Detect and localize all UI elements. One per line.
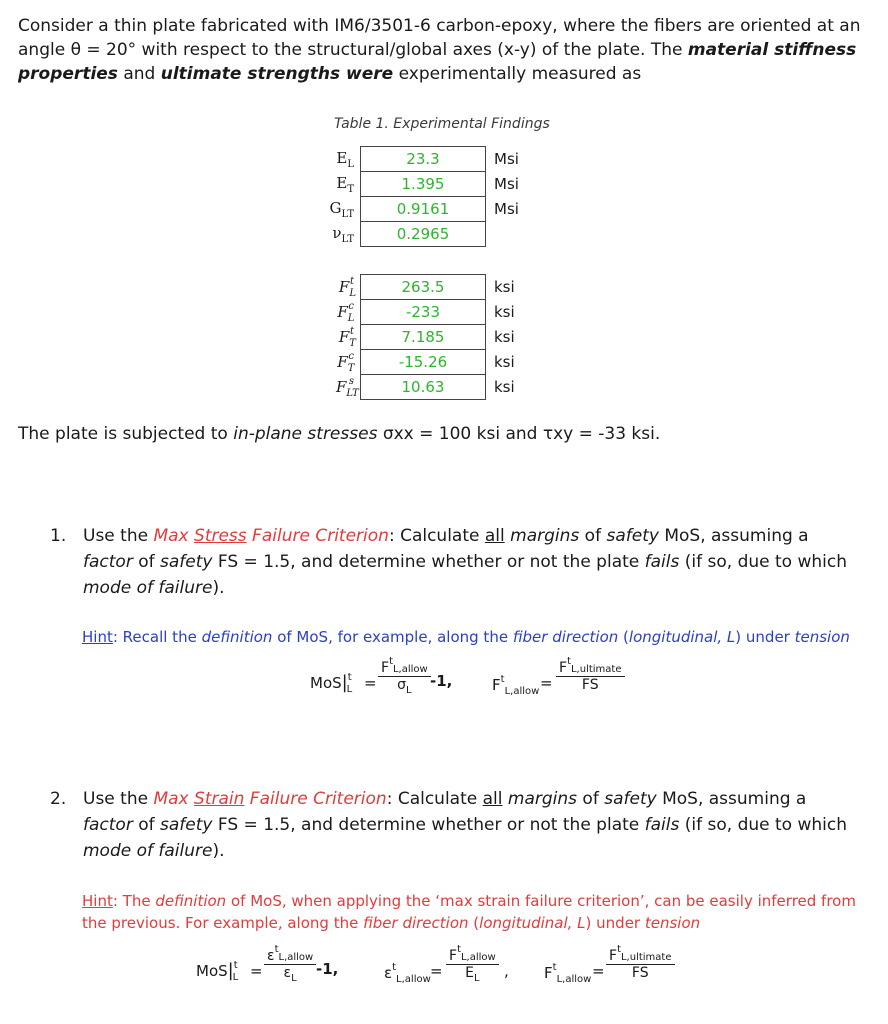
question-1: [50, 523, 850, 603]
equals-sign: =: [430, 962, 443, 980]
mos-symbol: $MoS|^t_L$: [196, 960, 239, 983]
criterion-name: Max: [153, 789, 195, 809]
criterion-name: Max: [153, 526, 195, 546]
fraction-ultimate-over-fs: $F^tL,ultimate$ FS: [556, 656, 625, 693]
q-emph: mode of failure: [83, 578, 213, 598]
table-row: [320, 325, 515, 350]
hint-emph: definition: [155, 892, 227, 910]
unit-cell: ksi: [486, 350, 515, 375]
q-text: of: [579, 526, 607, 546]
equals-sign: =: [540, 674, 553, 692]
unit-cell: Msi: [486, 172, 519, 197]
stress-text: The plate is subjected to: [18, 424, 234, 444]
equals-sign: =: [250, 962, 263, 980]
table-row: [320, 147, 519, 172]
table-caption: Table 1. Experimental Findings: [334, 116, 550, 132]
hint-label: Hint: [82, 892, 113, 910]
symbol-EL: $E_L$: [336, 148, 354, 170]
q-text: ).: [212, 841, 225, 861]
hint-text: of MoS, when applying the ‘max strain failure criterion’, can be easily inferred from the previous. For example, along the: [82, 892, 856, 932]
value-cell: 0.9161: [361, 197, 486, 222]
stress-emph: in-plane stresses: [233, 424, 378, 444]
hint-emph: fiber direction: [363, 914, 469, 932]
q-emph: safety: [160, 552, 213, 572]
symbol-FLt: $F_L^t$: [338, 275, 356, 299]
value-cell: -233: [361, 300, 486, 325]
q-text: ).: [212, 578, 225, 598]
symbol-GLT: $G_{LT}$: [329, 198, 354, 220]
table-row: [320, 275, 515, 300]
q-emph: factor: [83, 815, 133, 835]
hint-emph: longitudinal, L: [479, 914, 586, 932]
table-row: [320, 222, 519, 247]
q-emph: fails: [644, 552, 680, 572]
intro-text: Consider a thin plate fabricated with IM6/3501-6 carbon-epoxy, where the fibers are oriented at an angle θ = 20° with respect to the structural/global axes (x-y) of the plate. The: [18, 16, 861, 60]
q-text: of: [132, 552, 161, 572]
intro-emph-stiffness: material stiffness properties: [18, 40, 857, 84]
q-emph: safety: [604, 789, 657, 809]
mos-symbol: $MoS|^t_L$: [310, 672, 353, 695]
symbol-FLc: $F_L^c$: [337, 300, 355, 324]
q-text: Use the: [83, 526, 154, 546]
hint-emph: tension: [644, 914, 701, 932]
f-allow-symbol: $F^t_{L,allow}$: [544, 962, 592, 985]
q-text: FS = 1.5, and determine whether or not the plate: [212, 815, 645, 835]
question-text: [83, 523, 848, 601]
unit-cell: Msi: [486, 197, 519, 222]
mos-label: MoS: [310, 674, 342, 692]
criterion-name: Strain: [194, 789, 245, 809]
table-row: [320, 197, 519, 222]
q-text: Use the: [83, 789, 154, 809]
hint-text: ) under: [585, 914, 645, 932]
q-emph: safety: [606, 526, 659, 546]
q-emph: factor: [83, 552, 133, 572]
fraction-ultimate-over-fs: $F^tL,ultimate$ FS: [606, 944, 675, 981]
hint-text: of MoS, for example, along the: [272, 628, 513, 646]
fraction-allow-over-sigma: $F^tL,allow$ $\sigma_L$: [378, 656, 431, 696]
unit-cell: ksi: [486, 325, 515, 350]
intro-text: experimentally measured as: [393, 64, 642, 84]
table-row: [320, 350, 515, 375]
q-emph: safety: [160, 815, 213, 835]
f-allow-symbol: $F^t_{L,allow}$: [492, 674, 540, 697]
q-text: MoS, assuming a: [658, 526, 809, 546]
symbol-FTc: $F_T^c$: [337, 350, 355, 374]
hint-text: : Recall the: [112, 628, 202, 646]
q-emph: mode of failure: [83, 841, 213, 861]
minus-one: -1,: [430, 672, 453, 690]
hint-emph: fiber direction: [512, 628, 619, 646]
comma: ,: [504, 962, 509, 980]
hint-1: [82, 628, 862, 646]
question-number: 2.: [50, 789, 67, 809]
table-row: [320, 300, 515, 325]
q-text: of: [132, 815, 161, 835]
table-row: [320, 375, 515, 400]
question-text: [83, 786, 848, 864]
q-emph: margins: [502, 789, 578, 809]
criterion-name: Failure Criterion: [246, 526, 389, 546]
symbol-FTt: $F_T^t$: [338, 325, 356, 349]
table-row: [320, 172, 519, 197]
q-text: of: [577, 789, 605, 809]
value-cell: 7.185: [361, 325, 486, 350]
symbol-ET: $E_T$: [336, 173, 354, 195]
equals-sign: =: [592, 962, 605, 980]
symbol-FLTs: $F_{LT}^s$: [335, 375, 359, 399]
unit-cell: ksi: [486, 275, 515, 300]
hint-emph: definition: [201, 628, 273, 646]
intro-text: and: [117, 64, 161, 84]
fraction-eps-allow-over-eps: $\varepsilon^tL,allow$ $\varepsilon_L$: [264, 944, 316, 984]
hint-emph: longitudinal, L: [628, 628, 736, 646]
q-text: : Calculate: [388, 526, 485, 546]
q-text: MoS, assuming a: [656, 789, 807, 809]
value-cell: 0.2965: [361, 222, 486, 247]
unit-cell: [486, 222, 519, 247]
q-text: (if so, due to which: [679, 552, 847, 572]
stiffness-table: [320, 146, 519, 247]
question-number: 1.: [50, 526, 67, 546]
minus-one: -1,: [316, 960, 339, 978]
q-emph: all: [484, 526, 505, 546]
value-cell: 263.5: [361, 275, 486, 300]
symbol-nuLT: $\nu_{LT}$: [332, 223, 354, 245]
hint-text: ) under: [735, 628, 795, 646]
eps-allow-symbol: $\varepsilon^t_{L,allow}$: [384, 962, 431, 985]
hint-text: (: [618, 628, 629, 646]
q-emph: margins: [504, 526, 580, 546]
q-text: : Calculate: [386, 789, 483, 809]
hint-emph: tension: [794, 628, 850, 646]
hint-2: [82, 890, 862, 934]
question-2: [50, 786, 850, 866]
strength-table: [320, 274, 515, 400]
criterion-name: Stress: [194, 526, 247, 546]
q-text: FS = 1.5, and determine whether or not the plate: [212, 552, 645, 572]
q-emph: all: [482, 789, 503, 809]
value-cell: 10.63: [361, 375, 486, 400]
hint-label: Hint: [82, 628, 113, 646]
intro-paragraph: [18, 14, 870, 86]
value-cell: 23.3: [361, 147, 486, 172]
hint-text: : The: [112, 892, 156, 910]
criterion-name: Failure Criterion: [244, 789, 387, 809]
unit-cell: ksi: [486, 375, 515, 400]
intro-emph-strengths: ultimate strengths were: [160, 64, 394, 84]
stress-text: σxx = 100 ksi and τxy = -33 ksi.: [377, 424, 661, 444]
equals-sign: =: [364, 674, 377, 692]
value-cell: 1.395: [361, 172, 486, 197]
stress-sentence: [18, 422, 870, 446]
hint-text: (: [468, 914, 480, 932]
unit-cell: Msi: [486, 147, 519, 172]
unit-cell: ksi: [486, 300, 515, 325]
q-text: (if so, due to which: [679, 815, 847, 835]
q-emph: fails: [644, 815, 680, 835]
mos-label: MoS: [196, 962, 228, 980]
fraction-f-allow-over-e: $F^tL,allow$ $E_L$: [446, 944, 499, 984]
value-cell: -15.26: [361, 350, 486, 375]
